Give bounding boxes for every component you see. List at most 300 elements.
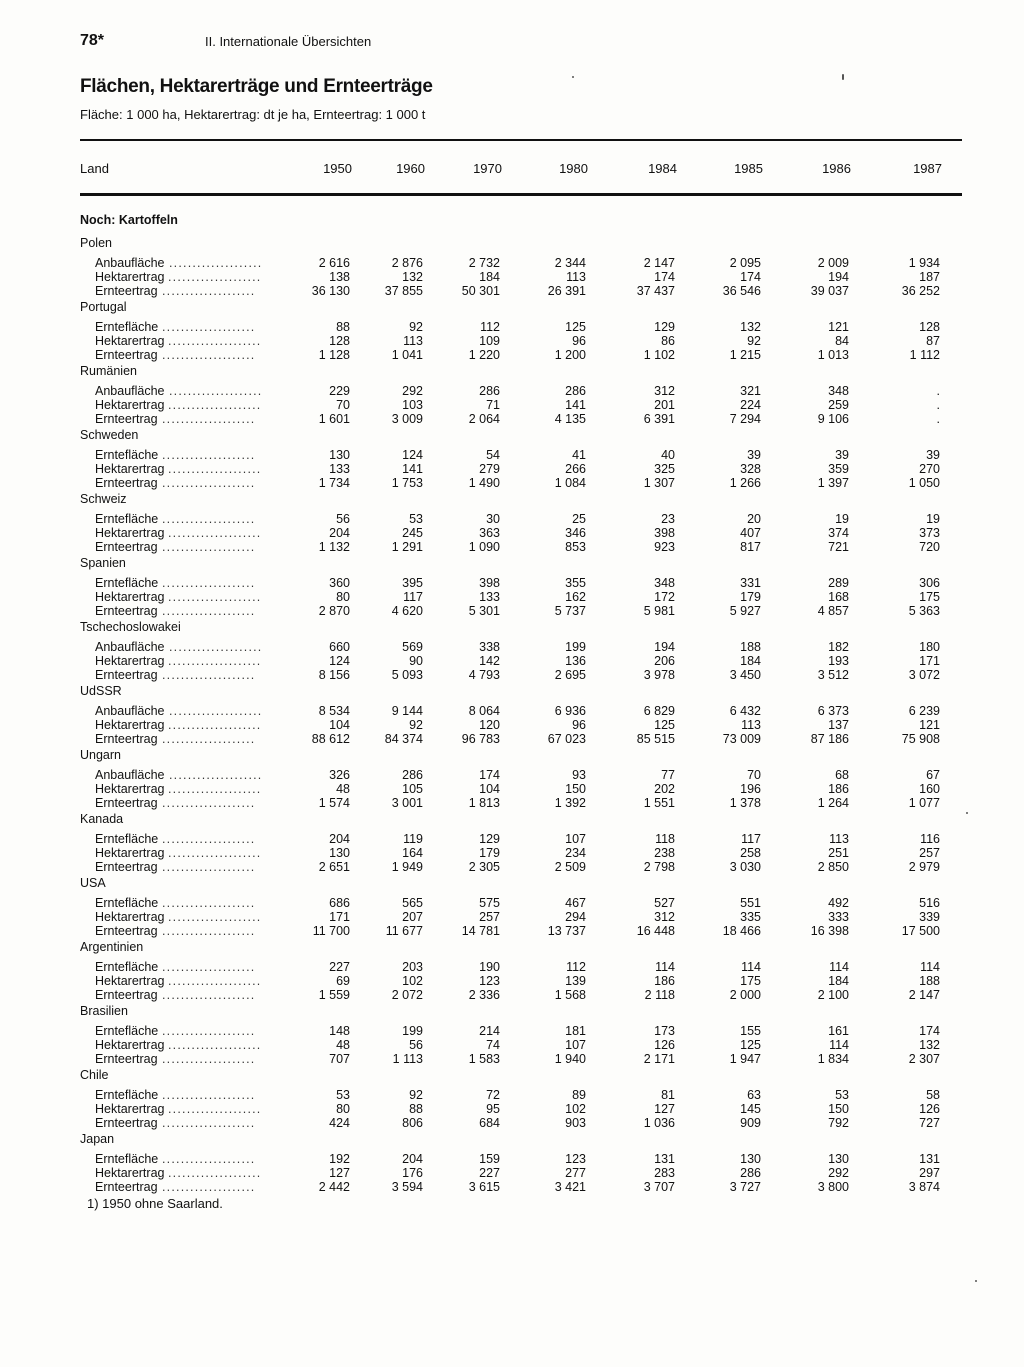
table-cell-1987: 160	[919, 782, 940, 796]
table-cell-1950: 1 132	[318, 540, 350, 554]
row-label: Ernteertrag	[95, 732, 158, 746]
row-label: Anbaufläche	[95, 768, 165, 782]
table-cell-1950: 204	[329, 526, 350, 540]
row-label: Hektarertrag	[95, 1102, 165, 1116]
country-name: Polen	[80, 236, 112, 250]
table-cell-1985: 1 947	[729, 1052, 761, 1066]
table-cell-1987: 67	[926, 768, 940, 782]
table-cell-1985: 224	[740, 398, 761, 412]
table-cell-1987: 128	[919, 320, 940, 334]
table-cell-1970: 1 220	[468, 348, 500, 362]
table-cell-1986: 130	[828, 1152, 849, 1166]
table-cell-1970: 214	[479, 1024, 500, 1038]
table-cell-1960: 53	[409, 512, 423, 526]
table-row	[80, 988, 962, 1002]
table-cell-1987: 126	[919, 1102, 940, 1116]
table-cell-1980: 67 023	[547, 732, 586, 746]
leader-dots: ....................	[162, 960, 256, 974]
table-cell-1984: 923	[654, 540, 675, 554]
table-cell-1985: 39	[747, 448, 761, 462]
leader-dots: ....................	[162, 284, 256, 298]
table-cell-1950: 127	[329, 1166, 350, 1180]
year-header-1950: 1950	[323, 161, 352, 176]
table-cell-1960: 11 677	[385, 924, 423, 938]
table-cell-1960: 286	[402, 768, 423, 782]
table-cell-1985: 1 378	[729, 796, 761, 810]
table-cell-1986: 4 857	[817, 604, 849, 618]
table-cell-1984: 201	[654, 398, 675, 412]
table-row	[80, 576, 962, 590]
table-cell-1986: 84	[835, 334, 849, 348]
table-cell-1980: 266	[565, 462, 586, 476]
table-cell-1970: 174	[479, 768, 500, 782]
table-cell-1950: 130	[329, 448, 350, 462]
table-cell-1950: 2 616	[318, 256, 350, 270]
table-cell-1985: 551	[740, 896, 761, 910]
table-cell-1980: 1 084	[554, 476, 586, 490]
table-cell-1960: 569	[402, 640, 423, 654]
leader-dots: ....................	[162, 1152, 256, 1166]
table-cell-1980: 277	[565, 1166, 586, 1180]
table-row	[80, 1102, 962, 1116]
table-cell-1970: 71	[486, 398, 500, 412]
table-cell-1950: 148	[329, 1024, 350, 1038]
leader-dots: ....................	[162, 576, 256, 590]
table-row	[80, 974, 962, 988]
country-block	[80, 940, 962, 1002]
table-cell-1986: 150	[828, 1102, 849, 1116]
row-label: Ernteertrag	[95, 284, 158, 298]
table-cell-1985: 335	[740, 910, 761, 924]
leader-dots: ....................	[168, 718, 262, 732]
country-name: Schweden	[80, 428, 139, 442]
table-cell-1985: 407	[740, 526, 761, 540]
table-cell-1960: 105	[402, 782, 423, 796]
row-label: Hektarertrag	[95, 782, 165, 796]
table-cell-1980: 1 940	[554, 1052, 586, 1066]
table-cell-1987: 187	[919, 270, 940, 284]
table-cell-1987: 516	[919, 896, 940, 910]
table-cell-1984: 23	[661, 512, 675, 526]
table-cell-1960: 204	[402, 1152, 423, 1166]
table-row	[80, 1116, 962, 1130]
table-cell-1984: 125	[654, 718, 675, 732]
table-cell-1950: 1 559	[318, 988, 350, 1002]
table-cell-1980: 125	[565, 320, 586, 334]
row-label: Hektarertrag	[95, 270, 165, 284]
table-cell-1985: 130	[740, 1152, 761, 1166]
table-cell-1985: 3 450	[729, 668, 761, 682]
country-block	[80, 876, 962, 938]
leader-dots: ....................	[168, 526, 262, 540]
row-label: Erntefläche	[95, 576, 159, 590]
table-cell-1970: 109	[479, 334, 500, 348]
table-cell-1987: 175	[919, 590, 940, 604]
table-cell-1985: 1 215	[729, 348, 761, 362]
table-cell-1987: 17 500	[901, 924, 940, 938]
table-cell-1980: 162	[565, 590, 586, 604]
leader-dots: ....................	[169, 768, 263, 782]
table-cell-1980: 2 509	[554, 860, 586, 874]
row-label: Ernteertrag	[95, 796, 158, 810]
table-cell-1984: 2 171	[643, 1052, 675, 1066]
table-cell-1960: 117	[403, 590, 423, 604]
leader-dots: ....................	[168, 846, 262, 860]
table-cell-1984: 129	[654, 320, 675, 334]
table-cell-1987: 36 252	[901, 284, 940, 298]
table-cell-1987: 306	[919, 576, 940, 590]
table-cell-1986: 87 186	[810, 732, 849, 746]
table-row	[80, 1180, 962, 1194]
table-cell-1950: 227	[329, 960, 350, 974]
leader-dots: ....................	[162, 348, 256, 362]
table-cell-1987: 39	[926, 448, 940, 462]
table-cell-1980: 96	[572, 718, 586, 732]
table-cell-1960: 245	[402, 526, 423, 540]
table-cell-1950: 48	[336, 1038, 350, 1052]
table-cell-1985: 132	[740, 320, 761, 334]
table-row	[80, 1152, 962, 1166]
table-cell-1950: 326	[329, 768, 350, 782]
table-cell-1986: 184	[828, 974, 849, 988]
table-cell-1950: 1 128	[318, 348, 350, 362]
table-cell-1970: 3 615	[468, 1180, 500, 1194]
table-cell-1984: 40	[661, 448, 675, 462]
country-block	[80, 556, 962, 618]
leader-dots: ....................	[162, 796, 256, 810]
country-name: Chile	[80, 1068, 109, 1082]
country-block	[80, 300, 962, 362]
table-cell-1960: 90	[409, 654, 423, 668]
table-cell-1980: 1 392	[554, 796, 586, 810]
table-cell-1984: 527	[654, 896, 675, 910]
table-cell-1970: 184	[479, 270, 500, 284]
row-label: Hektarertrag	[95, 846, 165, 860]
country-name: Argentinien	[80, 940, 144, 954]
table-row	[80, 654, 962, 668]
table-cell-1984: 283	[654, 1166, 675, 1180]
table-cell-1987: 339	[919, 910, 940, 924]
table-cell-1987: 188	[919, 974, 940, 988]
table-cell-1980: 136	[565, 654, 586, 668]
row-label: Hektarertrag	[95, 974, 165, 988]
leader-dots: ....................	[162, 988, 256, 1002]
table-cell-1987: 19	[926, 512, 940, 526]
table-cell-1985: 2 095	[729, 256, 761, 270]
table-cell-1986: 251	[828, 846, 849, 860]
table-cell-1985: 18 466	[722, 924, 761, 938]
leader-dots: ....................	[168, 334, 262, 348]
table-row	[80, 398, 962, 412]
row-label: Ernteertrag	[95, 924, 158, 938]
table-cell-1960: 92	[409, 1088, 423, 1102]
table-cell-1950: 424	[329, 1116, 350, 1130]
year-header-1984: 1984	[648, 161, 677, 176]
table-cell-1970: 286	[479, 384, 500, 398]
scan-speck	[842, 74, 844, 80]
table-cell-1984: 2 118	[644, 988, 675, 1002]
table-cell-1986: 194	[828, 270, 849, 284]
table-cell-1950: 48	[336, 782, 350, 796]
table-cell-1980: 181	[565, 1024, 586, 1038]
country-block	[80, 1132, 962, 1194]
leader-dots: ....................	[168, 654, 262, 668]
table-cell-1950: 229	[329, 384, 350, 398]
table-cell-1960: 565	[402, 896, 423, 910]
table-cell-1984: 398	[654, 526, 675, 540]
table-cell-1986: 161	[828, 1024, 849, 1038]
table-cell-1985: 36 546	[722, 284, 761, 298]
row-label: Hektarertrag	[95, 1166, 165, 1180]
table-cell-1985: 73 009	[722, 732, 761, 746]
table-cell-1980: 903	[565, 1116, 586, 1130]
table-cell-1984: 114	[655, 960, 675, 974]
section-title: Noch: Kartoffeln	[80, 213, 178, 227]
country-name: Japan	[80, 1132, 115, 1146]
table-cell-1970: 74	[486, 1038, 500, 1052]
table-cell-1986: 114	[829, 1038, 849, 1052]
table-cell-1986: 1 397	[817, 476, 849, 490]
table-cell-1985: 5 927	[729, 604, 761, 618]
table-cell-1950: 686	[329, 896, 350, 910]
table-cell-1970: 120	[479, 718, 500, 732]
table-cell-1986: 1 834	[817, 1052, 849, 1066]
leader-dots: ....................	[162, 1088, 256, 1102]
table-cell-1984: 172	[654, 590, 675, 604]
table-row	[80, 1024, 962, 1038]
country-name: Portugal	[80, 300, 127, 314]
table-cell-1986: 19	[835, 512, 849, 526]
table-cell-1985: 909	[740, 1116, 761, 1130]
table-cell-1950: 11 700	[312, 924, 350, 938]
row-label: Anbaufläche	[95, 256, 165, 270]
table-row	[80, 348, 962, 362]
country-block	[80, 620, 962, 682]
leader-dots: ....................	[162, 1052, 256, 1066]
table-cell-1950: 660	[329, 640, 350, 654]
table-cell-1980: 853	[565, 540, 586, 554]
table-cell-1960: 1 753	[391, 476, 423, 490]
table-cell-1950: 192	[329, 1152, 350, 1166]
table-cell-1985: 184	[740, 654, 761, 668]
table-cell-1960: 113	[403, 334, 423, 348]
table-cell-1960: 1 949	[391, 860, 423, 874]
table-cell-1986: 121	[828, 320, 849, 334]
table-cell-1950: 80	[336, 1102, 350, 1116]
table-cell-1987: 1 112	[909, 348, 940, 362]
table-cell-1960: 5 093	[391, 668, 423, 682]
leader-dots: ....................	[162, 924, 256, 938]
row-label: Ernteertrag	[95, 1180, 158, 1194]
table-cell-1985: 117	[741, 832, 761, 846]
table-cell-1984: 3 978	[643, 668, 675, 682]
table-cell-1986: 292	[828, 1166, 849, 1180]
table-cell-1950: 53	[336, 1088, 350, 1102]
table-cell-1984: 194	[654, 640, 675, 654]
table-cell-1986: 168	[828, 590, 849, 604]
table-cell-1984: 81	[661, 1088, 675, 1102]
table-cell-1960: 124	[402, 448, 423, 462]
table-cell-1960: 164	[402, 846, 423, 860]
table-subtitle: Fläche: 1 000 ha, Hektarertrag: dt je ha, Ernteertrag: 1 000 t	[80, 107, 426, 122]
row-label: Ernteertrag	[95, 604, 158, 618]
country-block	[80, 684, 962, 746]
table-cell-1985: 92	[747, 334, 761, 348]
table-row	[80, 1038, 962, 1052]
table-row	[80, 462, 962, 476]
table-cell-1987: 3 874	[908, 1180, 940, 1194]
table-cell-1984: 6 829	[643, 704, 675, 718]
table-cell-1950: 138	[329, 270, 350, 284]
table-cell-1970: 4 793	[468, 668, 500, 682]
table-cell-1986: 182	[828, 640, 849, 654]
table-cell-1984: 312	[654, 910, 675, 924]
table-cell-1950: 130	[329, 846, 350, 860]
table-cell-1950: 8 156	[318, 668, 350, 682]
table-cell-1987: .	[936, 412, 940, 426]
table-cell-1985: 6 432	[729, 704, 761, 718]
table-row	[80, 860, 962, 874]
table-cell-1985: 175	[740, 974, 761, 988]
table-cell-1970: 142	[479, 654, 500, 668]
table-cell-1960: 92	[409, 320, 423, 334]
country-block	[80, 1004, 962, 1066]
table-cell-1960: 9 144	[391, 704, 423, 718]
table-cell-1960: 102	[402, 974, 423, 988]
table-cell-1987: 3 072	[908, 668, 940, 682]
table-cell-1960: 395	[402, 576, 423, 590]
row-label: Hektarertrag	[95, 718, 165, 732]
table-cell-1987: 2 979	[908, 860, 940, 874]
table-cell-1970: 1 090	[468, 540, 500, 554]
table-cell-1970: 338	[479, 640, 500, 654]
table-cell-1960: 141	[402, 462, 423, 476]
table-cell-1986: 492	[828, 896, 849, 910]
table-cell-1985: 3 727	[729, 1180, 761, 1194]
table-cell-1986: 6 373	[817, 704, 849, 718]
table-row	[80, 590, 962, 604]
table-cell-1986: 39	[835, 448, 849, 462]
table-cell-1985: 321	[740, 384, 761, 398]
leader-dots: ....................	[162, 1024, 256, 1038]
table-cell-1986: 374	[828, 526, 849, 540]
table-cell-1984: 2 798	[643, 860, 675, 874]
table-cell-1950: 128	[329, 334, 350, 348]
leader-dots: ....................	[168, 462, 262, 476]
table-cell-1987: 174	[919, 1024, 940, 1038]
year-header-1970: 1970	[473, 161, 502, 176]
table-cell-1984: 1 036	[643, 1116, 675, 1130]
table-row	[80, 832, 962, 846]
table-cell-1980: 13 737	[547, 924, 586, 938]
table-cell-1984: 3 707	[643, 1180, 675, 1194]
row-label: Ernteertrag	[95, 1116, 158, 1130]
scan-speck	[572, 76, 574, 78]
table-cell-1950: 1 574	[318, 796, 350, 810]
table-cell-1960: 132	[402, 270, 423, 284]
table-cell-1960: 1 041	[391, 348, 423, 362]
table-cell-1970: 257	[479, 910, 500, 924]
table-cell-1984: 6 391	[643, 412, 675, 426]
table-row	[80, 604, 962, 618]
table-cell-1985: 174	[740, 270, 761, 284]
table-cell-1985: 258	[740, 846, 761, 860]
table-cell-1984: 2 147	[643, 256, 675, 270]
row-label: Hektarertrag	[95, 526, 165, 540]
running-head: II. Internationale Übersichten	[205, 34, 372, 49]
table-cell-1970: 179	[479, 846, 500, 860]
table-row	[80, 960, 962, 974]
table-cell-1970: 2 732	[468, 256, 500, 270]
country-block	[80, 1068, 962, 1130]
table-cell-1970: 5 301	[468, 604, 500, 618]
table-cell-1986: 2 850	[817, 860, 849, 874]
land-column-header: Land	[80, 161, 109, 176]
table-cell-1970: 575	[479, 896, 500, 910]
table-cell-1980: 123	[565, 1152, 586, 1166]
table-cell-1980: 6 936	[554, 704, 586, 718]
table-cell-1960: 203	[402, 960, 423, 974]
table-cell-1984: 1 551	[643, 796, 675, 810]
table-cell-1950: 69	[336, 974, 350, 988]
table-row	[80, 334, 962, 348]
table-cell-1980: 141	[565, 398, 586, 412]
table-cell-1950: 88 612	[311, 732, 350, 746]
table-cell-1970: 1 583	[468, 1052, 500, 1066]
table-cell-1986: 137	[828, 718, 849, 732]
table-cell-1960: 1 291	[391, 540, 423, 554]
table-row	[80, 284, 962, 298]
scan-speck	[975, 1280, 977, 1282]
leader-dots: ....................	[168, 1102, 262, 1116]
row-label: Ernteertrag	[95, 860, 158, 874]
table-cell-1985: 328	[740, 462, 761, 476]
table-row	[80, 782, 962, 796]
table-cell-1980: 199	[565, 640, 586, 654]
country-name: Rumänien	[80, 364, 137, 378]
table-row	[80, 768, 962, 782]
table-cell-1986: 114	[829, 960, 849, 974]
table-row	[80, 732, 962, 746]
row-label: Ernteertrag	[95, 1052, 158, 1066]
table-cell-1980: 467	[565, 896, 586, 910]
table-cell-1970: 72	[486, 1088, 500, 1102]
table-cell-1980: 96	[572, 334, 586, 348]
table-cell-1985: 70	[747, 768, 761, 782]
table-row	[80, 718, 962, 732]
table-cell-1987: 727	[919, 1116, 940, 1130]
table-cell-1984: 202	[654, 782, 675, 796]
table-cell-1960: 56	[409, 1038, 423, 1052]
table-cell-1970: 50 301	[461, 284, 500, 298]
table-cell-1970: 1 490	[468, 476, 500, 490]
table-cell-1986: 359	[828, 462, 849, 476]
table-cell-1960: 4 620	[391, 604, 423, 618]
country-block	[80, 812, 962, 874]
table-cell-1970: 2 064	[468, 412, 500, 426]
row-label: Erntefläche	[95, 960, 159, 974]
table-cell-1987: 87	[926, 334, 940, 348]
table-cell-1986: 186	[828, 782, 849, 796]
table-cell-1970: 190	[479, 960, 500, 974]
table-cell-1987: 270	[919, 462, 940, 476]
leader-dots: ....................	[169, 256, 263, 270]
table-row	[80, 924, 962, 938]
table-cell-1960: 176	[402, 1166, 423, 1180]
table-cell-1980: 2 695	[554, 668, 586, 682]
footnote: 1) 1950 ohne Saarland.	[87, 1196, 223, 1211]
year-header-1985: 1985	[734, 161, 763, 176]
